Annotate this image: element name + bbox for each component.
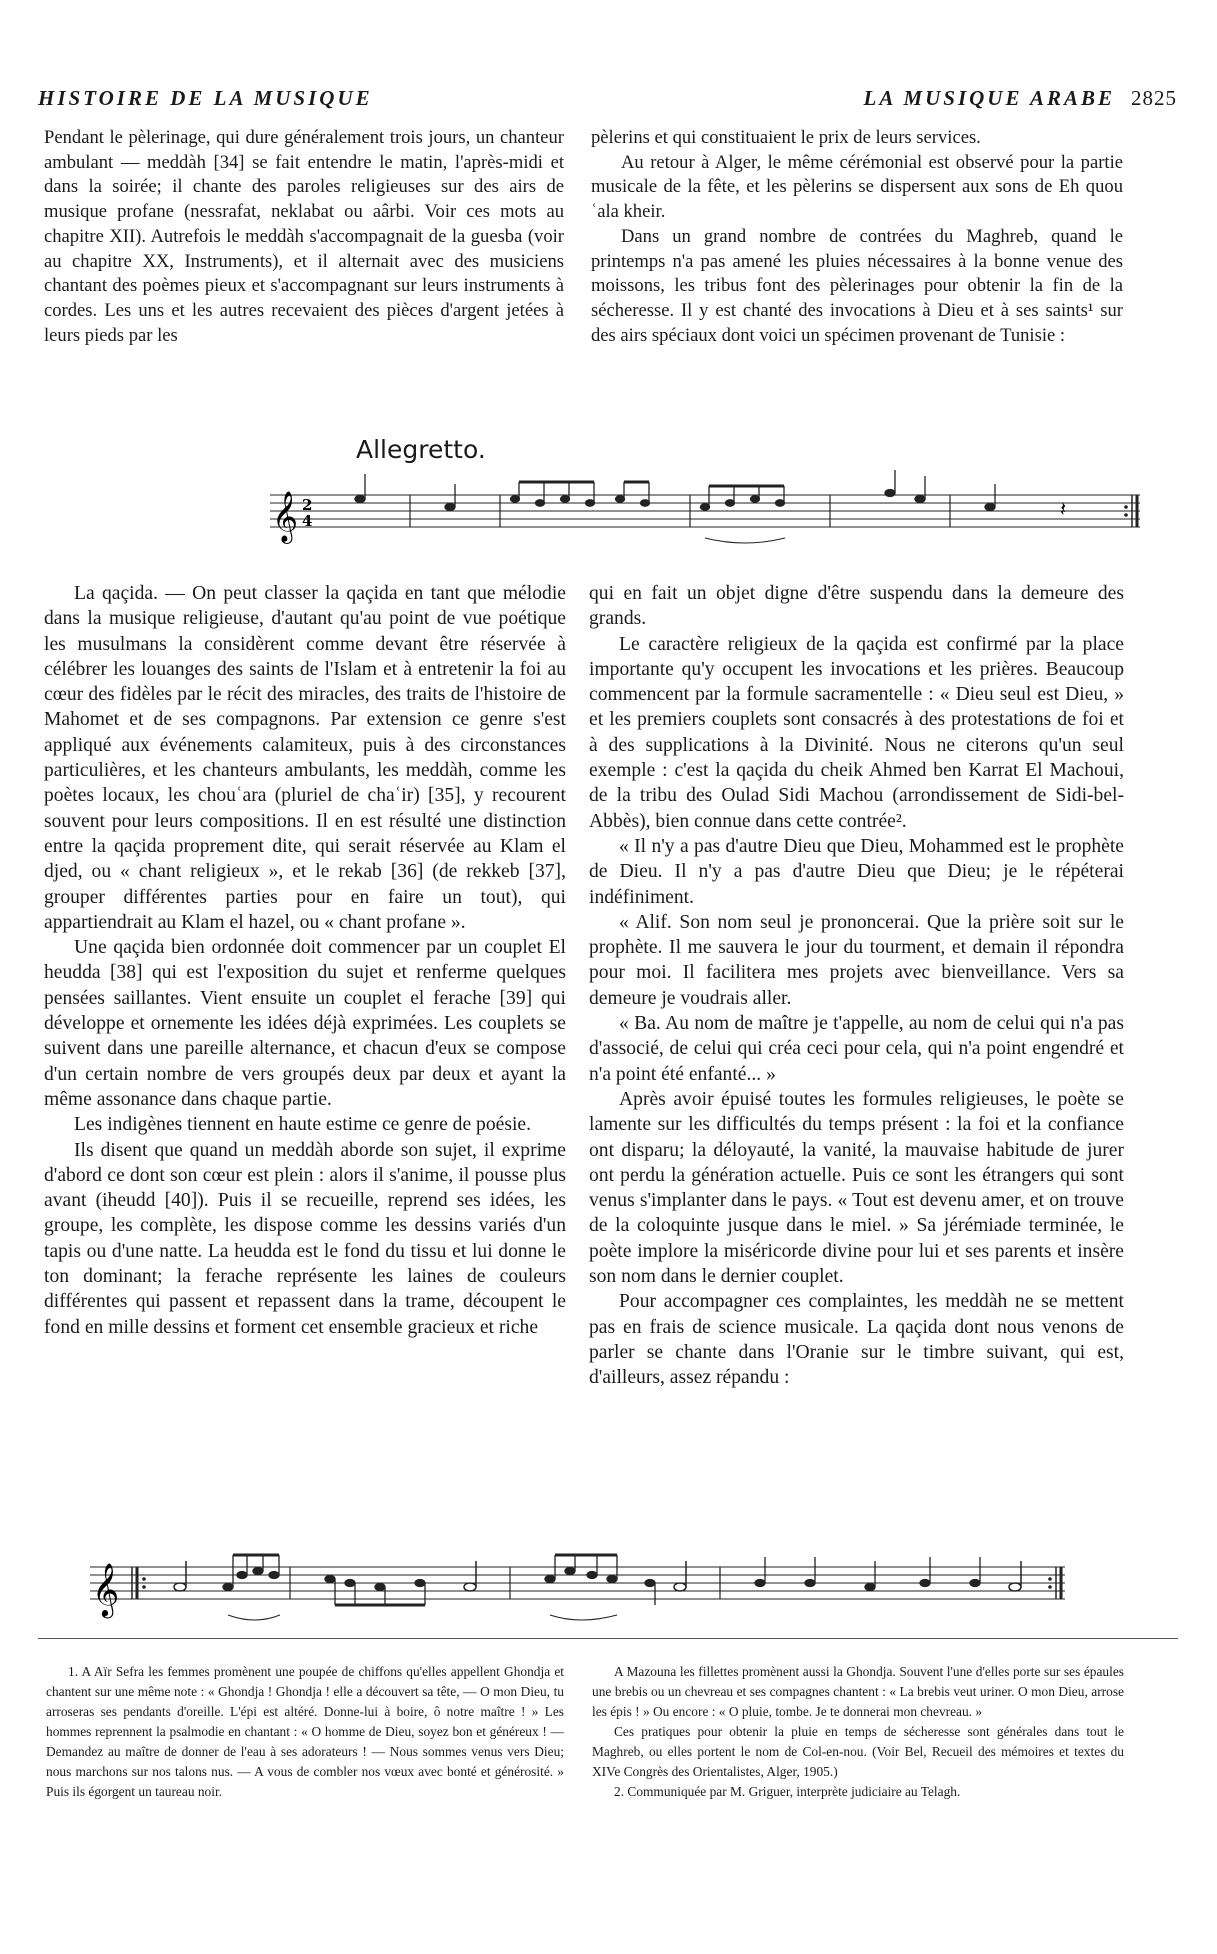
paragraph: Une qaçida bien ordonnée doit commencer par un couplet El heudda [38] qui est l'exposition du sujet et renferme quelques pensées saillantes. Vient ensuite un couplet el ferache [39] qui développe et ornemente les idées déjà exprimées. Les couplets se suivent dans une pareille alternance, et chacun d'eux se compose d'un certain nombre de vers groupés deux par deux et ayant la même assonance dans chaque partie.	[44, 937, 566, 1110]
paragraph: pèlerins et qui constituaient le prix de leurs services.	[591, 127, 981, 148]
treble-clef-icon: 𝄞	[92, 1562, 120, 1616]
paragraph: Le caractère religieux de la qaçida est confirmé par la place importante qu'y occupent les invocations et les prières. Beaucoup commencent par la formule sacramentelle : « Dieu seul est Dieu, » et les premiers couplets sont consacrés à des protestations de foi et à des supplications à la Divinité. Nous ne citerons qu'un seul exemple : c'est la qaçida du cheik Ahmed ben Karrat El Machoui, de la tribu des Oulad Sidi Machou (arrondissement de Sidi-bel-Abbès), bien connue dans cette contrée².	[589, 633, 1124, 832]
tempo-marking: Allegretto.	[356, 435, 486, 464]
paragraph: « Alif. Son nom seul je prononcerai. Que la prière soit sur le prophète. Il me sauvera le jour du tourment, et demain il répondra pour moi. Il facilitera mes projets avec bienveillance. Vers sa demeure je voudrais aller.	[589, 911, 1124, 1009]
music-example-tunisia	[260, 430, 1180, 565]
mid-right-column	[589, 581, 1124, 1391]
time-signature-top: 2	[302, 496, 313, 514]
mid-left-column	[44, 581, 566, 1340]
chapter-title: LA MUSIQUE ARABE	[863, 86, 1115, 110]
paragraph: Pour accompagner ces complaintes, les meddàh ne se mettent pas en frais de science musicale. La qaçida dont nous venons de parler se chante dans l'Oranie sur le timbre suivant, qui est, d'ailleurs, assez répandu :	[589, 1291, 1124, 1389]
paragraph: Dans un grand nombre de contrées du Maghreb, quand le printemps n'a pas amené les pluies nécessaires à la bonne venue des moissons, les tribus font des pèlerinages pour obtenir la fin de la sécheresse. Il y est chanté des invocations à Dieu et à ses saints¹ sur des airs spéciaux dont voici un spécimen provenant de Tunisie :	[591, 225, 1123, 346]
book-title: HISTOIRE DE LA MUSIQUE	[38, 86, 373, 110]
footnote: A Mazouna les fillettes promènent aussi la Ghondja. Souvent l'une d'elles porte sur ses épaules une brebis ou un chevreau et ses compagnes chantent : « La brebis veut uriner. O mon Dieu, arrose les épis ! » Ou encore : « O pluie, tombe. Je te donnerai mon chevreau. »	[592, 1664, 1124, 1719]
paragraph: Au retour à Alger, le même cérémonial est observé pour la partie musicale de la fête, et les pèlerins se dispersent aux sons de Eh quou ʿala kheir.	[591, 151, 1123, 223]
paragraph: Ils disent que quand un meddàh aborde son sujet, il exprime d'abord ce dont son cœur est plein : alors il s'anime, il pousse plus avant (iheudd [40]). Puis il se recueille, reprend ses idées, les groupe, les complète, les dispose comme les dessins variés d'un tapis ou d'une natte. La heudda est le fond du tissu et lui donne le ton dominant; la ferache représente les laines de couleurs différentes qui passent et repassent dans la trame, découpent le fond en mille dessins et forment cet ensemble gracieux et riche	[44, 1139, 566, 1338]
rest-icon: 𝄽	[1060, 497, 1067, 521]
paragraph: Pendant le pèlerinage, qui dure généralement trois jours, un chanteur ambulant — meddàh [34] se fait entendre le matin, l'après-midi et dans la soirée; il chante des paroles religieuses sur des airs de musique profane (nessrafat, neklabat ou aârbi. Voir ces mots au chapitre XII). Autrefois le meddàh s'accompagnait de la guesba (voir au chapitre XX, Instruments), et il alternait avec des musiciens chantant des poèmes pieux et s'accompagnant sur leurs instruments à cordes. Les uns et les autres recevaient des pièces d'argent jetées à leurs pieds par les	[44, 127, 564, 346]
section-title	[864, 86, 1177, 111]
footnote: 1. A Aïr Sefra les femmes promènent une poupée de chiffons qu'elles appellent Ghondja et chantent sur une même note : « Ghondja ! Ghondja ! elle a découvert sa tête, — O mon Dieu, tu arroseras ses pendants d'oreille. L'épi est altéré. Donne-lui à boire, ô notre maître ! » Les hommes reprennent la psalmodie en chantant : « O homme de Dieu, soyez bon et généreux ! — Demandez au maître de donner de l'eau à ses adorateurs ! — Nous sommes venus vers Dieu; nous marchons sur nos talons nus. — A vous de combler nos vœux avec bonté et générosité. » Puis ils égorgent un taureau noir.	[46, 1664, 564, 1799]
music-example-oranie	[80, 1525, 1080, 1650]
footnotes-right	[592, 1662, 1124, 1802]
footnote: 2. Communiquée par M. Griguer, interprète judiciaire au Telagh.	[614, 1784, 961, 1799]
treble-clef-icon: 𝄞	[272, 491, 299, 542]
footnote-rule	[38, 1638, 1178, 1639]
time-signature-bottom: 4	[302, 512, 313, 530]
slur-icon	[550, 1615, 617, 1620]
top-right-column	[591, 126, 1123, 348]
paragraph: « Il n'y a pas d'autre Dieu que Dieu, Mohammed est le prophète de Dieu. Il n'y a pas d'autre Dieu que Dieu; je le répéterai indéfiniment.	[589, 835, 1124, 908]
music-staff	[80, 1525, 1080, 1650]
paragraph: Après avoir épuisé toutes les formules religieuses, le poète se lamente sur les difficultés du temps présent : la foi et la confiance ont disparu; la déloyauté, la vanité, la mauvaise habitude de jurer ont perdu la génération actuelle. Puis ce sont les étrangers qui sont venus s'implanter dans le pays. « Tout est devenu amer, et on trouve de la coloquinte jusque dans le miel. » Sa jérémiade terminée, le poète implore la miséricorde divine pour lui et ses parents et insère son nom dans le dernier couplet.	[589, 1088, 1124, 1288]
running-head	[38, 86, 1177, 114]
paragraph: qui en fait un objet digne d'être suspendu dans la demeure des grands.	[589, 583, 1124, 630]
paragraph: Les indigènes tiennent en haute estime ce genre de poésie.	[74, 1114, 532, 1136]
footnotes-left	[46, 1662, 564, 1802]
slur-icon	[228, 1615, 280, 1620]
paragraph: « Ba. Au nom de maître je t'appelle, au nom de celui qui n'a pas d'associé, de celui qui créa ceci pour cela, qui n'a point engendré et n'a point été enfanté... »	[589, 1013, 1124, 1085]
footnote: Ces pratiques pour obtenir la pluie en temps de sécheresse sont générales dans tout le Maghreb, ou elles portent le nom de Col-en-nou. (Voir Bel, Recueil des mémoires et textes du XIVe Congrès des Orientalistes, Alger, 1905.)	[592, 1724, 1124, 1779]
top-left-column	[44, 126, 564, 348]
slur-icon	[705, 538, 785, 543]
paragraph: La qaçida. — On peut classer la qaçida en tant que mélodie dans la musique religieuse, d'autant qu'au point de vue poétique les musulmans la considèrent comme devant être réservée à célébrer les louanges des saints de l'Islam et à entretenir la foi au cœur des fidèles par le récit des miracles, des traits de l'histoire de Mahomet et de ses compagnons. Par extension ce genre s'est appliqué aux événements calamiteux, puis à des circonstances particulières, et les chanteurs ambulants, les meddàh, comme les poètes locaux, les chouʿara (pluriel de chaʿir) [35], y recourent souvent pour leurs compositions. Il en est résulté une distinction entre la qaçida proprement dite, qui serait réservée au Klam el djed, ou « chant religieux », et le rekab [36] (de rekkeb [37], grouper différentes parties pour en faire un tout), qui appartiendrait au Klam el hazel, ou « chant profane ».	[44, 583, 566, 933]
page-number: 2825	[1131, 86, 1177, 110]
